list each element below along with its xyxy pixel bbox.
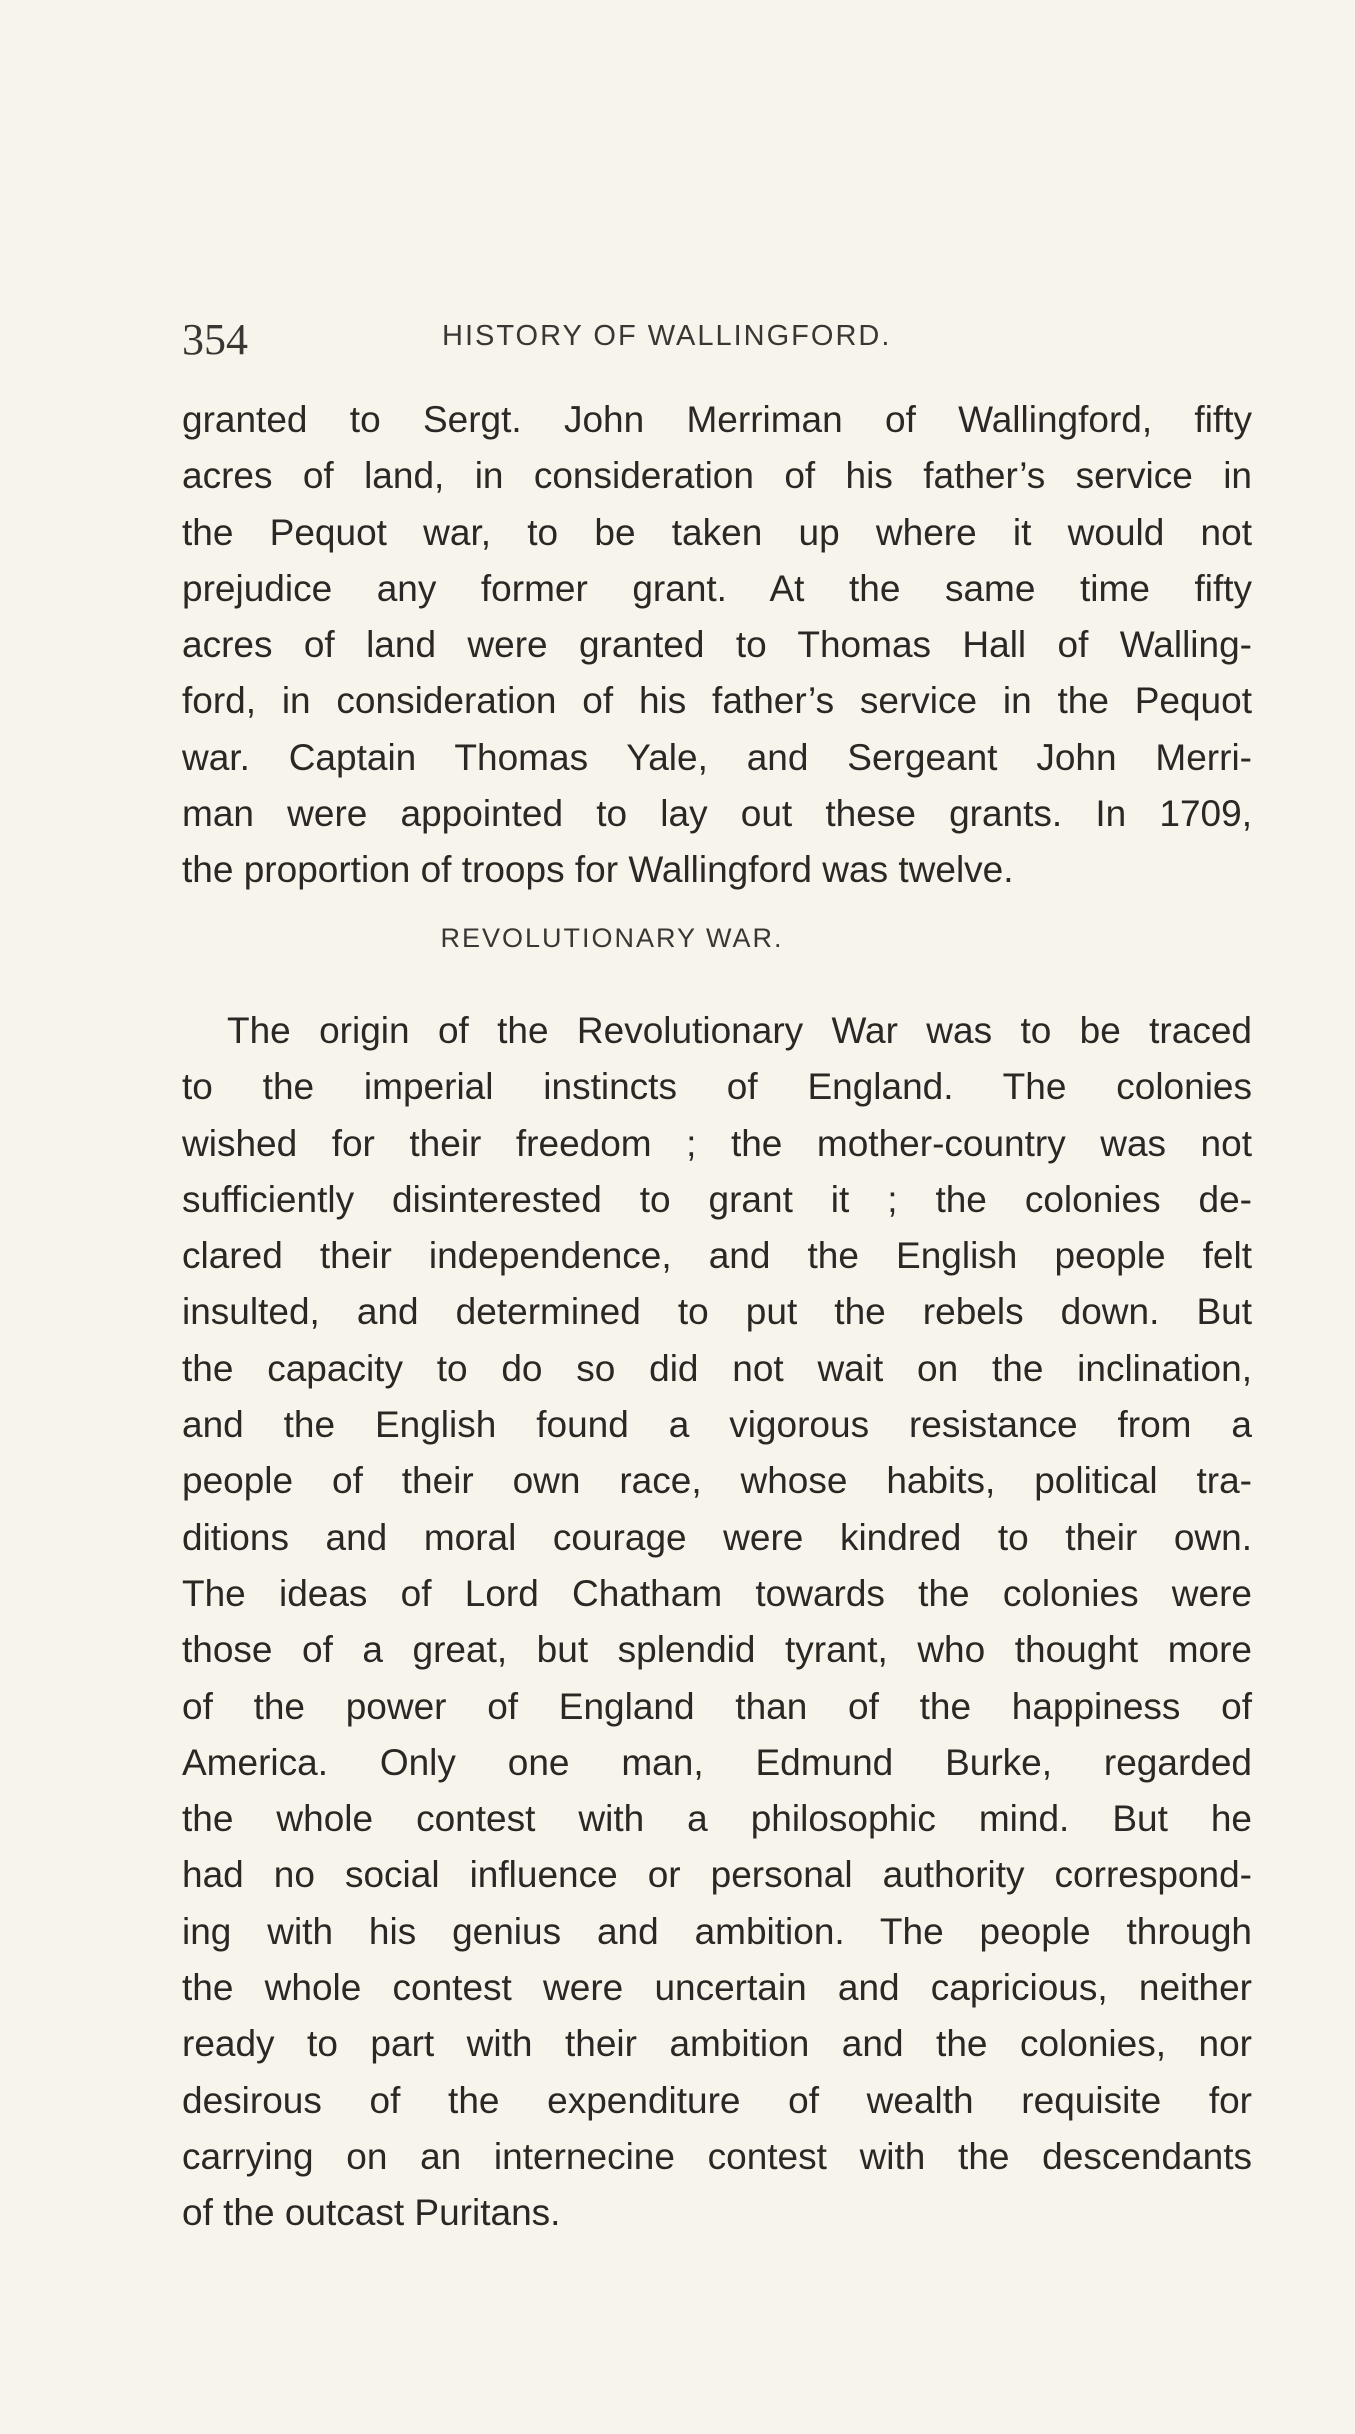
paragraph-revolutionary-war [182,1003,1252,2242]
text-line: clared their independence, and the English people felt [182,1235,1252,1277]
text-line: people of their own race, whose habits, political tra- [182,1460,1252,1502]
text-line: the whole contest were uncertain and capricious, neither [182,1967,1252,2009]
text-line: to the imperial instincts of England. The colonies [182,1066,1252,1108]
text-line: the whole contest with a philosophic mind. But he [182,1798,1252,1840]
text-line: ready to part with their ambition and the colonies, nor [182,2023,1252,2065]
text-line: desirous of the expenditure of wealth requisite for [182,2079,1252,2121]
text-line: of the outcast Puritans. [182,2192,561,2234]
text-line: the proportion of troops for Wallingford was twelve. [182,849,1014,891]
text-line: prejudice any former grant. At the same time fifty [182,567,1252,609]
text-line: the capacity to do so did not wait on the inclination, [182,1347,1252,1389]
text-line: granted to Sergt. John Merriman of Wallingford, fifty [182,399,1252,440]
text-line: of the power of England than of the happiness of [182,1685,1252,1727]
text-line: the Pequot war, to be taken up where it would not [182,511,1252,553]
text-line: and the English found a vigorous resistance from a [182,1404,1252,1446]
text-line: carrying on an internecine contest with the descendants [182,2135,1252,2177]
section-heading-text: REVOLUTIONARY WAR. [440,923,784,953]
text-line: wished for their freedom ; the mother-country was not [182,1122,1252,1164]
text-line: sufficiently disinterested to grant it ; the colonies de- [182,1178,1252,1220]
text-line: had no social influence or personal authority correspond- [182,1854,1252,1896]
text-line: The origin of the Revolutionary War was to be traced [227,1010,1252,1051]
text-line: insulted, and determined to put the rebels down. But [182,1291,1252,1333]
text-line: war. Captain Thomas Yale, and Sergeant John Merri- [182,736,1252,778]
page-number: 354 [182,315,248,364]
text-line: ing with his genius and ambition. The people through [182,1910,1252,1952]
text-line: ford, in consideration of his father’s service in the Pequot [182,680,1252,722]
text-line: acres of land, in consideration of his father’s service in [182,455,1252,497]
text-line: ditions and moral courage were kindred to their own. [182,1516,1252,1558]
text-line: America. Only one man, Edmund Burke, regarded [182,1741,1252,1783]
text-line: man were appointed to lay out these grants. In 1709, [182,793,1252,835]
text-line: The ideas of Lord Chatham towards the colonies were [182,1572,1252,1614]
text-line: those of a great, but splendid tyrant, who thought more [182,1629,1252,1671]
section-heading [182,923,1252,954]
running-title: HISTORY OF WALLINGFORD. [442,320,892,352]
running-head [182,310,1252,370]
paragraph-continuation [182,392,1252,899]
text-line: acres of land were granted to Thomas Hall of Walling- [182,624,1252,666]
